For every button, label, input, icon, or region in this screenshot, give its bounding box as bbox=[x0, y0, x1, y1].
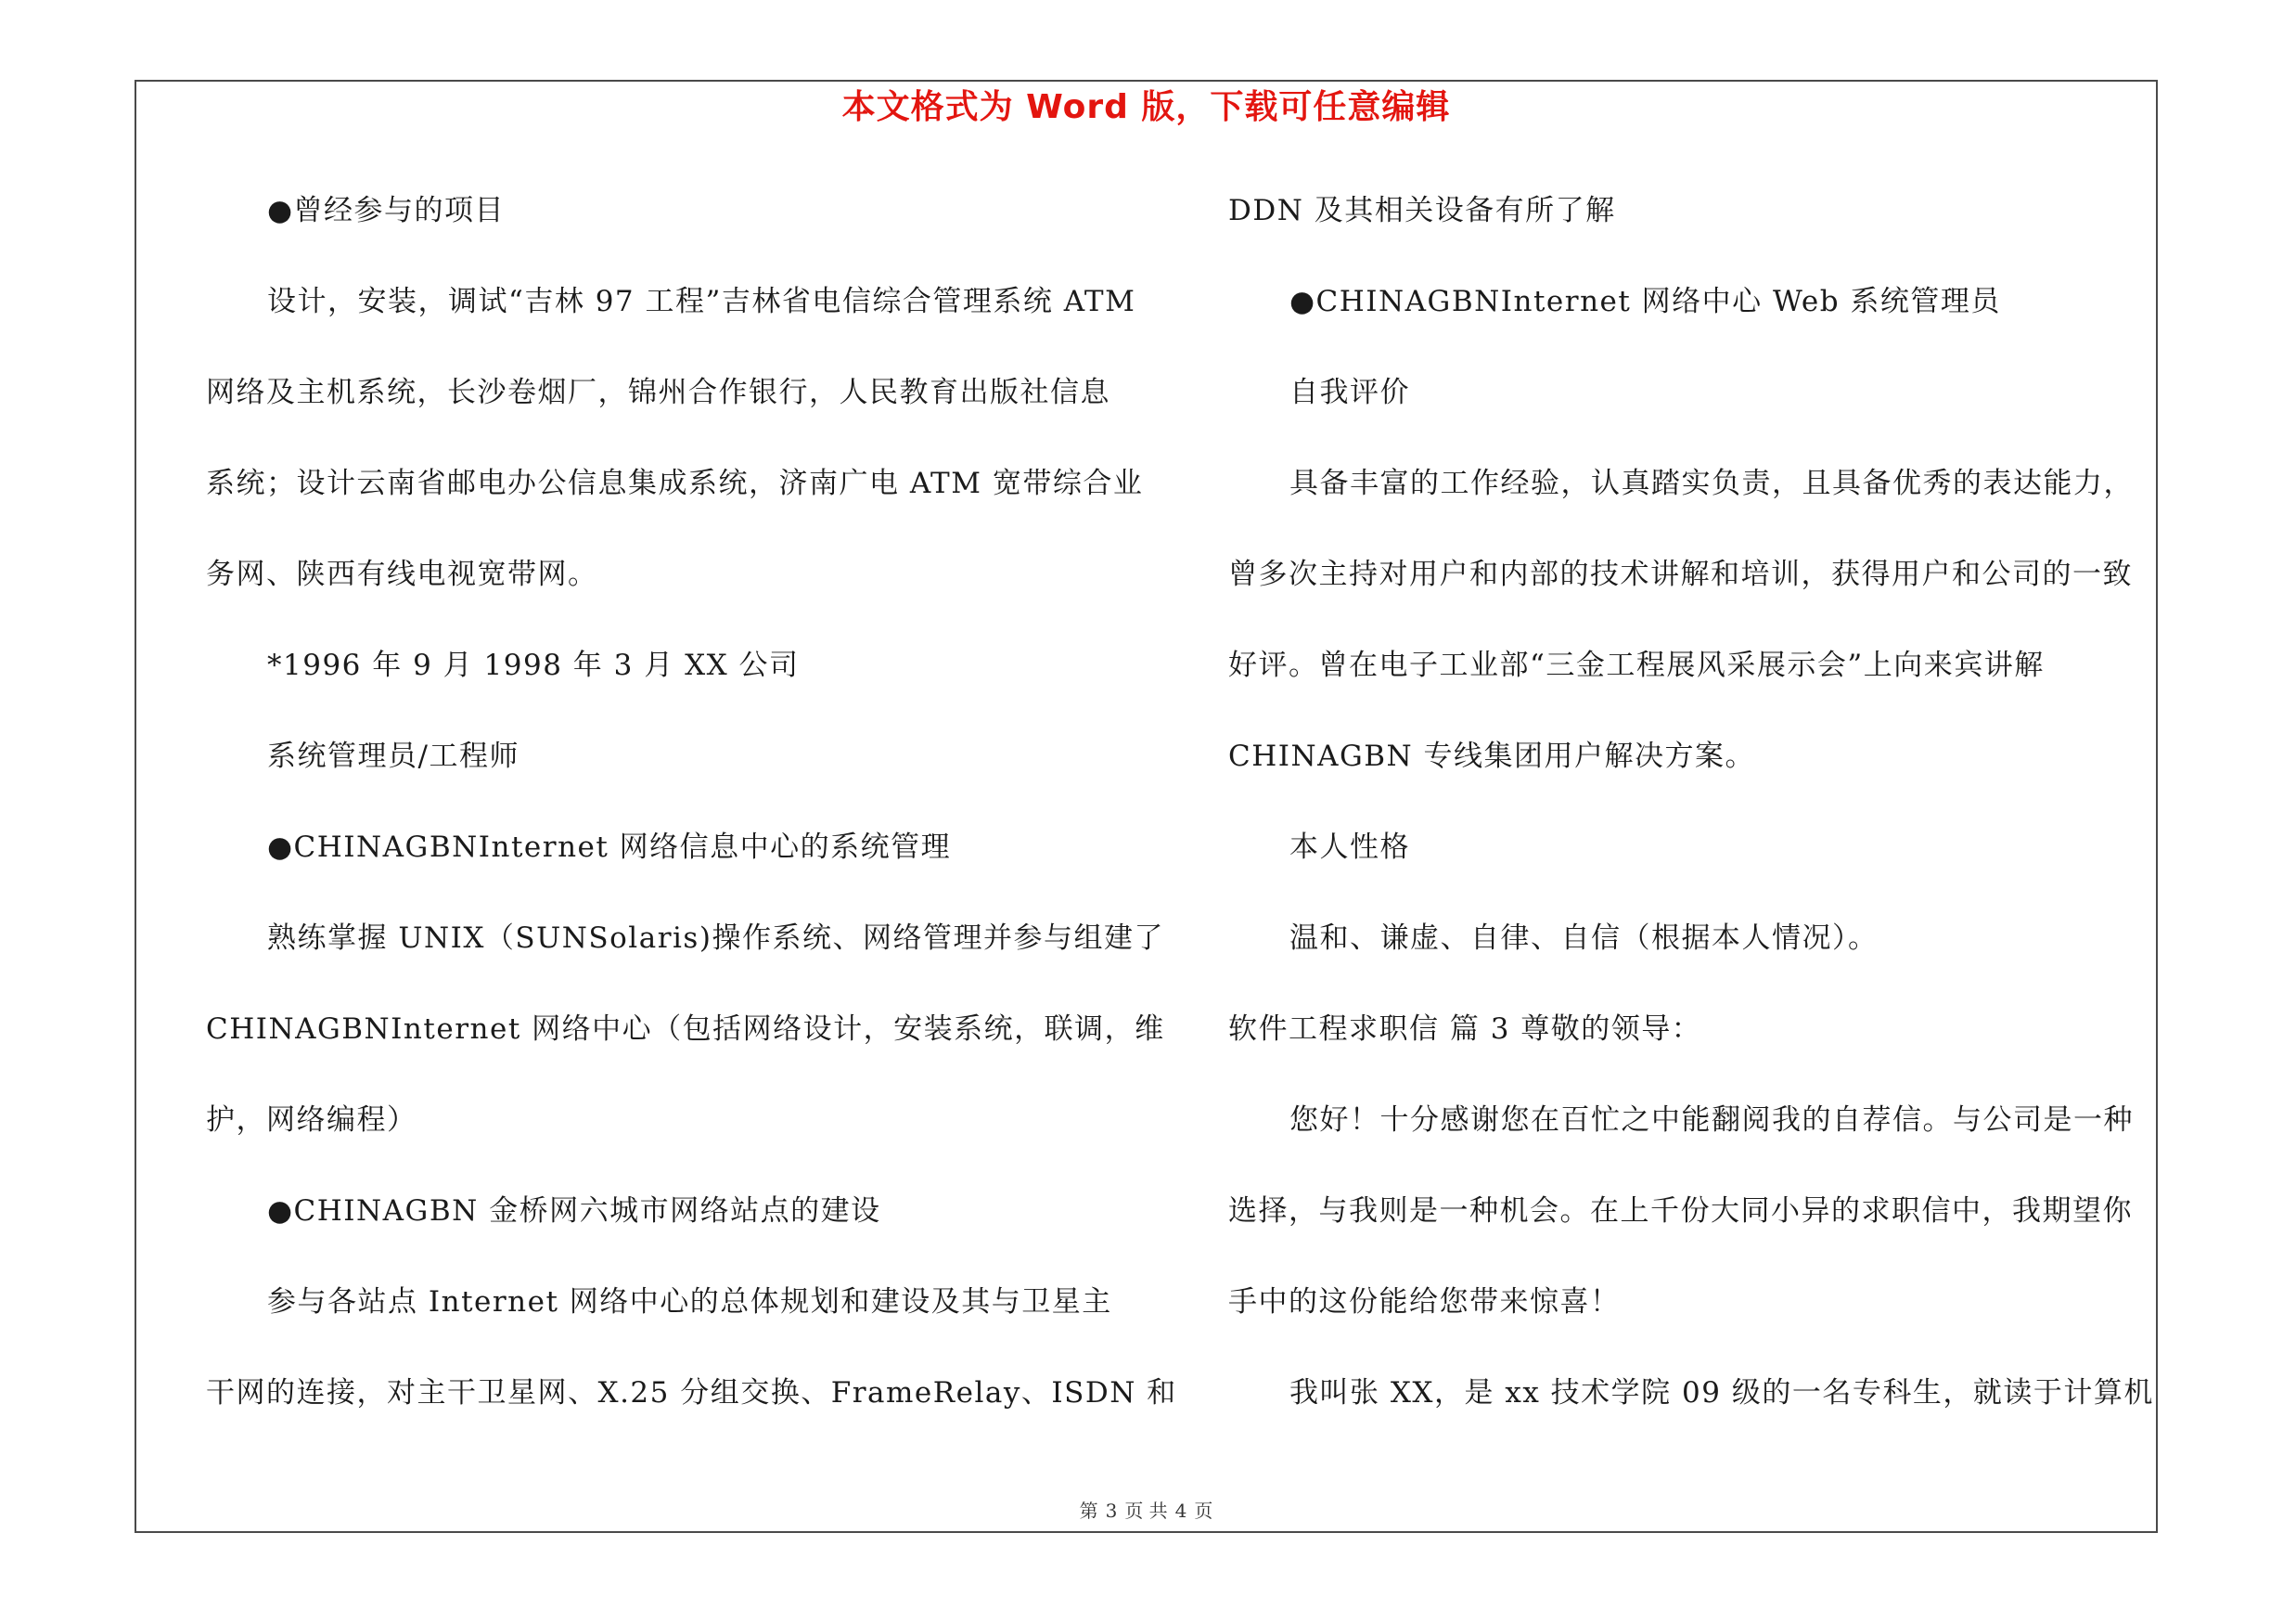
footer-prefix: 第 bbox=[1079, 1500, 1098, 1522]
left-column-line: 护，网络编程） bbox=[206, 1103, 417, 1137]
right-column-line: 自我评价 bbox=[1289, 376, 1410, 409]
right-column-line: 具备丰富的工作经验，认真踏实负责，且具备优秀的表达能力， bbox=[1289, 467, 2134, 500]
right-column-line: 本人性格 bbox=[1289, 831, 1410, 864]
footer-current-page: 3 bbox=[1105, 1500, 1118, 1522]
left-column-line: 干网的连接，对主干卫星网、X.25 分组交换、FrameRelay、ISDN 和 bbox=[206, 1376, 1177, 1410]
left-column-line: 系统；设计云南省邮电办公信息集成系统，济南广电 ATM 宽带综合业 bbox=[206, 467, 1144, 500]
footer-middle: 页 共 bbox=[1124, 1500, 1168, 1522]
right-column-line: 手中的这份能给您带来惊喜！ bbox=[1228, 1285, 1621, 1319]
left-column-line: *1996 年 9 月 1998 年 3 月 XX 公司 bbox=[267, 649, 800, 682]
right-column-line: 选择，与我则是一种机会。在上千份大同小异的求职信中，我期望你 bbox=[1228, 1194, 2133, 1228]
left-column-line: 系统管理员/工程师 bbox=[267, 740, 519, 773]
right-column-line: 温和、谦虚、自律、自信（根据本人情况）。 bbox=[1289, 921, 1879, 955]
word-format-banner: 本文格式为 Word 版，下载可任意编辑 bbox=[841, 88, 1451, 126]
right-column-line: 软件工程求职信 篇 3 尊敬的领导： bbox=[1228, 1012, 1702, 1046]
footer-suffix: 页 bbox=[1194, 1500, 1213, 1522]
left-column-line: ●CHINAGBN 金桥网六城市网络站点的建设 bbox=[267, 1194, 881, 1228]
left-column-line: ●曾经参与的项目 bbox=[267, 194, 506, 227]
right-column-line: 您好！十分感谢您在百忙之中能翻阅我的自荐信。与公司是一种 bbox=[1289, 1103, 2134, 1137]
left-column-line: 务网、陕西有线电视宽带网。 bbox=[206, 558, 598, 591]
right-column-line: CHINAGBN 专线集团用户解决方案。 bbox=[1228, 740, 1756, 773]
left-column bbox=[206, 182, 1177, 1455]
right-column-line: 我叫张 XX，是 xx 技术学院 09 级的一名专科生，就读于计算机 bbox=[1289, 1376, 2154, 1410]
page-footer bbox=[135, 1496, 2158, 1523]
left-column-line: ●CHINAGBNInternet 网络信息中心的系统管理 bbox=[267, 831, 952, 864]
left-column-line: 熟练掌握 UNIX（SUNSolaris)操作系统、网络管理并参与组建了 bbox=[267, 921, 1164, 955]
footer-total-pages: 4 bbox=[1174, 1500, 1187, 1522]
right-column bbox=[1228, 182, 2165, 1455]
left-column-line: CHINAGBNInternet 网络中心（包括网络设计，安装系统，联调，维 bbox=[206, 1012, 1165, 1046]
right-column-line: ●CHINAGBNInternet 网络中心 Web 系统管理员 bbox=[1289, 285, 2001, 318]
right-column-line: 好评。曾在电子工业部“三金工程展风采展示会”上向来宾讲解 bbox=[1228, 649, 2045, 682]
left-column-line: 参与各站点 Internet 网络中心的总体规划和建设及其与卫星主 bbox=[267, 1285, 1112, 1319]
right-column-line: 曾多次主持对用户和内部的技术讲解和培训，获得用户和公司的一致 bbox=[1228, 558, 2133, 591]
right-column-line: DDN 及其相关设备有所了解 bbox=[1228, 194, 1616, 227]
left-column-line: 网络及主机系统，长沙卷烟厂，锦州合作银行，人民教育出版社信息 bbox=[206, 376, 1110, 409]
left-column-line: 设计，安装，调试“吉林 97 工程”吉林省电信综合管理系统 ATM bbox=[267, 285, 1136, 318]
